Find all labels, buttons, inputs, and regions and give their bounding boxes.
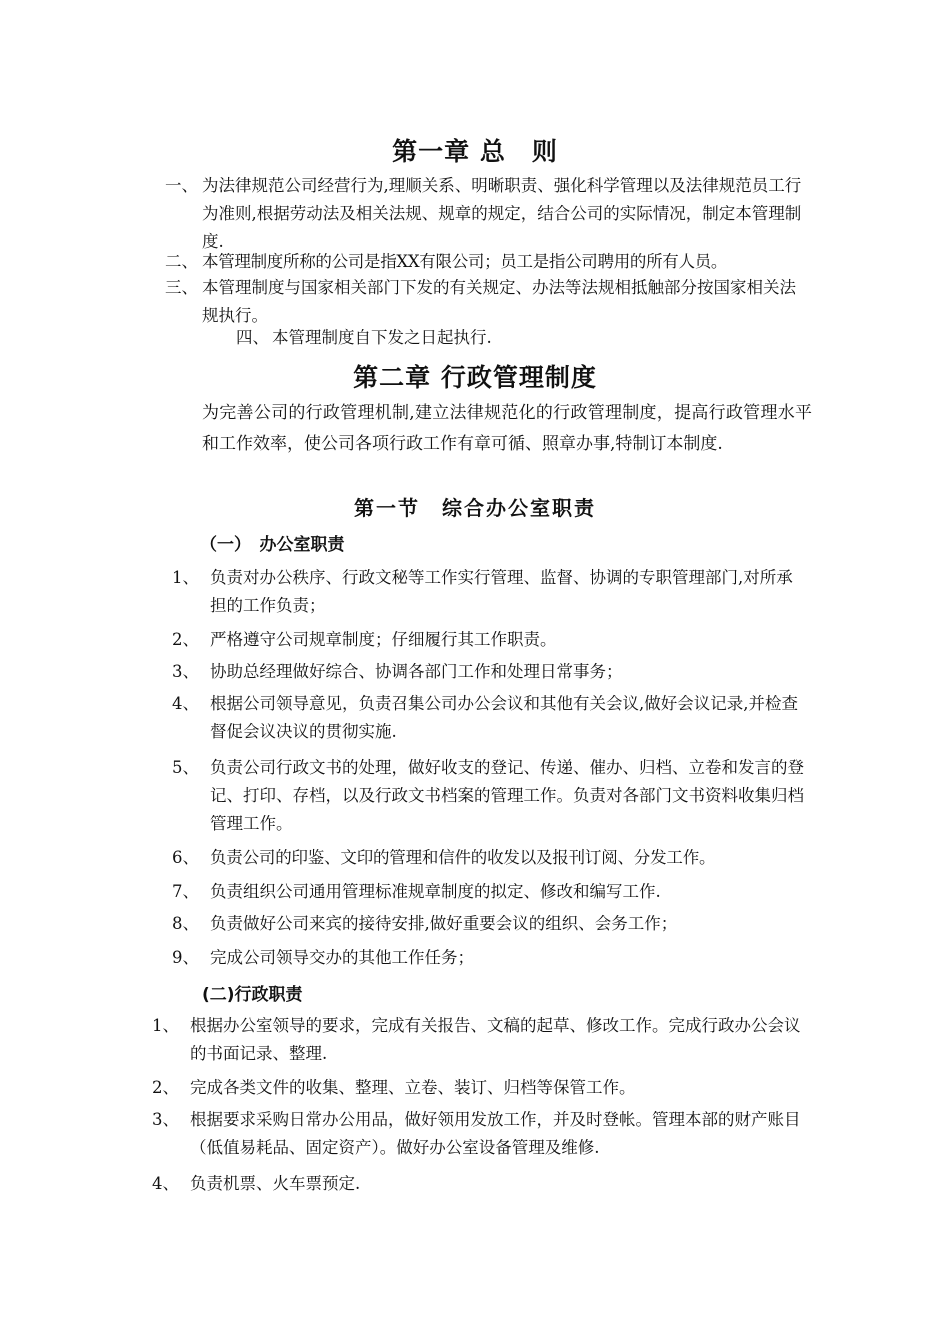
subsection1-title: （一） 办公室职责 [200,535,345,555]
item-number: 1、 [172,568,199,587]
item-number: 2、 [172,630,199,649]
item-number: 8、 [172,914,199,933]
item-number: 4、 [172,694,199,713]
chapter1-title: 第一章 总 则 [392,137,558,166]
item-number: 7、 [172,882,199,901]
chapter2-intro: 为完善公司的行政管理机制,建立法律规范化的行政管理制度，提高行政管理水平和工作效率，使公司各项行政工作有章可循、照章办事,特制订本制度. [202,403,812,454]
item-text: 负责对办公秩序、行政文秘等工作实行管理、监督、协调的专职管理部门,对所承担的工作负责； [210,568,793,615]
item-number: 9、 [172,948,199,967]
section1-title: 第一节 综合办公室职责 [354,496,596,520]
item-number: 三、 [165,278,198,297]
item-text: 负责公司行政文书的处理，做好收支的登记、传递、催办、归档、立卷和发言的登记、打印、存档，以及行政文书档案的管理工作。负责对各部门文书资料收集归档管理工作。 [210,758,804,833]
item-text: 负责公司的印鉴、文印的管理和信件的收发以及报刊订阅、分发工作。 [210,848,716,867]
item-text: 负责机票、火车票预定. [190,1174,361,1193]
item-text: 严格遵守公司规章制度；仔细履行其工作职责。 [210,630,557,649]
item-text: 本管理制度自下发之日起执行. [272,328,492,347]
item-text: 完成各类文件的收集、整理、立卷、装订、归档等保管工作。 [190,1078,636,1097]
item-text: 完成公司领导交办的其他工作任务； [210,948,474,967]
item-number: 5、 [172,758,199,777]
item-text: 本管理制度与国家相关部门下发的有关规定、办法等法规相抵触部分按国家相关法规执行。 [202,278,796,325]
item-number: 4、 [152,1174,179,1193]
subsection2-title: (二)行政职责 [202,985,303,1005]
item-number: 3、 [172,662,199,681]
item-text: 协助总经理做好综合、协调各部门工作和处理日常事务； [210,662,623,681]
item-text: 负责组织公司通用管理标准规章制度的拟定、修改和编写工作. [210,882,661,901]
item-number: 二、 [165,252,198,271]
item-text: 负责做好公司来宾的接待安排,做好重要会议的组织、会务工作； [210,914,678,933]
item-text: 根据公司领导意见，负责召集公司办公会议和其他有关会议,做好会议记录,并检查督促会议决议的贯彻实施. [210,694,798,741]
item-number: 四、 [236,328,269,347]
item-number: 1、 [152,1016,179,1035]
item-text: 为法律规范公司经营行为,理顺关系、明晰职责、强化科学管理以及法律规范员工行为准则,根据劳动法及相关法规、规章的规定，结合公司的实际情况，制定本管理制度. [202,176,802,251]
chapter2-title: 第二章 行政管理制度 [353,363,597,392]
item-number: 6、 [172,848,199,867]
item-number: 2、 [152,1078,179,1097]
item-number: 3、 [152,1110,179,1129]
item-text: 本管理制度所称的公司是指XX有限公司；员工是指公司聘用的所有人员。 [202,252,728,271]
item-number: 一、 [165,176,198,195]
item-text: 根据要求采购日常办公用品，做好领用发放工作，并及时登帐。管理本部的财产账目（低值易耗品、固定资产）。做好办公室设备管理及维修. [190,1110,801,1157]
item-text: 根据办公室领导的要求，完成有关报告、文稿的起草、修改工作。完成行政办公会议的书面记录、整理. [190,1016,801,1063]
